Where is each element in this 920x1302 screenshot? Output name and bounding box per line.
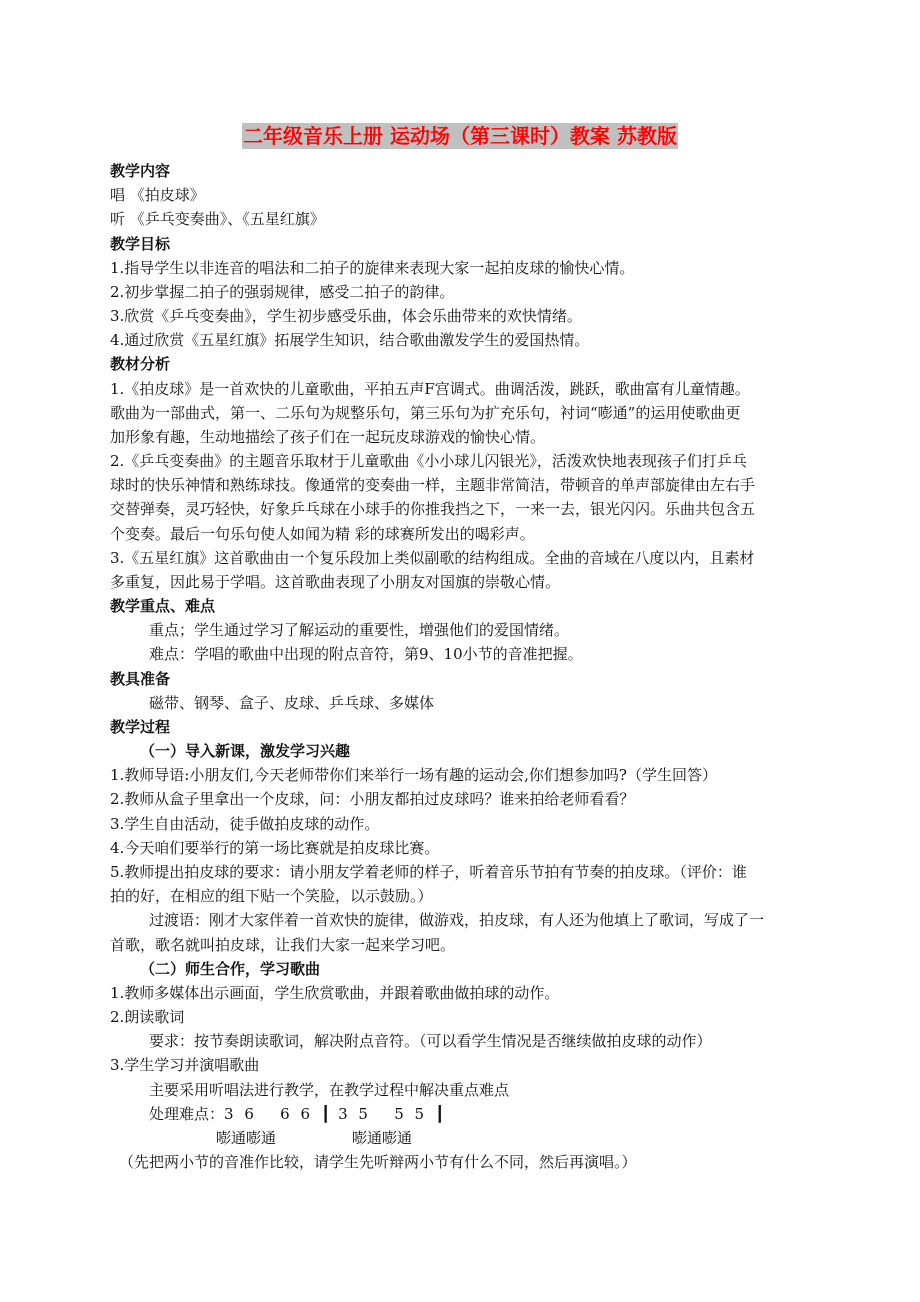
part1-line: 3.学生自由活动，徒手做拍皮球的动作。 xyxy=(110,814,380,833)
transition-line: 过渡语：刚才大家伴着一首欢快的旋律，做游戏，拍皮球，有人还为他填上了歌词，写成了一 xyxy=(149,911,765,930)
analysis-line: 歌曲为一部曲式，第一、二乐句为规整乐句，第三乐句为扩充乐句，衬词“嘭通”的运用使歌曲更 xyxy=(110,403,741,422)
heading-materials: 教具准备 xyxy=(110,669,171,688)
measure-1: 3 6 6 6 xyxy=(224,1104,314,1123)
goal-line: 1.指导学生以非连音的唱法和二拍子的旋律来表现大家一起拍皮球的愉快心情。 xyxy=(110,258,635,277)
document-title: 二年级音乐上册 运动场（第三课时）教案 苏教版 xyxy=(243,124,677,148)
analysis-line: 交替弹奏，灵巧轻快，好象乒乓球在小球手的你推我挡之下，一来一去，银光闪闪。乐曲共包含五 xyxy=(110,500,756,519)
lyric-1: 嘭通嘭通 xyxy=(216,1128,277,1147)
part2-detail: 主要采用听唱法进行教学，在教学过程中解决重点难点 xyxy=(149,1080,510,1099)
content-line: 唱 《拍皮球》 xyxy=(110,186,205,205)
part1-line: 4.今天咱们要举行的第一场比赛就是拍皮球比赛。 xyxy=(110,838,440,857)
goal-line: 4.通过欣赏《五星红旗》拓展学生知识，结合歌曲激发学生的爱国热情。 xyxy=(110,331,590,350)
materials-line: 磁带、钢琴、盒子、皮球、乒乓球、多媒体 xyxy=(149,693,435,712)
analysis-line: 1.《拍皮球》是一首欢快的儿童歌曲，平拍五声F宫调式。曲调活泼，跳跃，歌曲富有儿童情趣。 xyxy=(110,379,750,398)
heading-content: 教学内容 xyxy=(110,162,171,180)
analysis-line: 个变奏。最后一句乐句使人如闻为精 彩的球赛所发出的喝彩声。 xyxy=(110,524,535,543)
lyrics-line xyxy=(110,1126,822,1150)
transition-line: 首歌，歌名就叫拍皮球，让我们大家一起来学习吧。 xyxy=(110,935,456,954)
analysis-line: 球时的快乐神情和熟练球技。像通常的变奏曲一样，主题非常简洁，带顿音的单声部旋律由左右手 xyxy=(110,476,756,495)
goal-line: 3.欣赏《乒乓变奏曲》，学生初步感受乐曲，体会乐曲带来的欢快情绪。 xyxy=(110,307,582,326)
notation-line xyxy=(110,1102,822,1126)
heading-goals: 教学目标 xyxy=(110,234,171,253)
part2-item: 3.学生学习并演唱歌曲 xyxy=(110,1056,260,1075)
heading-part1: （一）导入新课，激发学习兴趣 xyxy=(140,742,351,761)
note-line: （先把两小节的音准作比较，请学生先听辩两小节有什么不同，然后再演唱。） xyxy=(119,1153,637,1172)
heading-key-points: 教学重点、难点 xyxy=(110,597,216,616)
part1-line: 2.教师从盒子里拿出一个皮球，问：小朋友都拍过皮球吗？谁来拍给老师看看？ xyxy=(110,790,635,809)
part1-line: 5.教师提出拍皮球的要求：请小朋友学着老师的样子，听着音乐节拍有节奏的拍皮球。（评价：谁 xyxy=(110,862,747,881)
bar-line: ┃ xyxy=(321,1104,331,1123)
title-wrap xyxy=(0,123,920,149)
part1-line: 1.教师导语:小朋友们,今天老师带你们来举行一场有趣的运动会,你们想参加吗?（学生回答） xyxy=(110,766,717,785)
part2-item: 2.朗读歌词 xyxy=(110,1008,185,1027)
analysis-line: 2.《乒乓变奏曲》的主题音乐取材于儿童歌曲《小小球儿闪银光》，活泼欢快地表现孩子们打乒乓 xyxy=(110,452,747,471)
key-point-line: 重点；学生通过学习了解运动的重要性，增强他们的爱国情绪。 xyxy=(149,621,570,640)
difficulty-label: 处理难点： xyxy=(149,1104,225,1123)
heading-analysis: 教材分析 xyxy=(110,355,171,374)
part2-item: 1.教师多媒体出示画面，学生欣赏歌曲，并跟着歌曲做拍球的动作。 xyxy=(110,983,560,1002)
part1-line: 拍的好，在相应的组下贴一个笑脸，以示鼓励。） xyxy=(110,887,433,906)
analysis-line: 加形象有趣，生动地描绘了孩子们在一起玩皮球游戏的愉快心情。 xyxy=(110,427,546,446)
part2-detail: 要求：按节奏朗读歌词，解决附点音符。（可以看学生情况是否继续做拍皮球的动作） xyxy=(149,1032,712,1051)
difficulty-line: 难点：学唱的歌曲中出现的附点音符，第9、10小节的音准把握。 xyxy=(149,645,583,664)
analysis-line: 3.《五星红旗》这首歌曲由一个复乐段加上类似副歌的结构组成。全曲的音域在八度以内，且素材 xyxy=(110,548,755,567)
document-body xyxy=(110,159,822,1174)
heading-process: 教学过程 xyxy=(110,717,171,736)
lyric-2: 嘭通嘭通 xyxy=(352,1128,413,1147)
bar-line: ┃ xyxy=(435,1104,445,1123)
heading-part2: （二）师生合作，学习歌曲 xyxy=(140,959,321,978)
content-line: 听 《乒乓变奏曲》、《五星红旗》 xyxy=(110,210,325,229)
goal-line: 2.初步掌握二拍子的强弱规律，感受二拍子的韵律。 xyxy=(110,282,455,301)
measure-2: 3 5 5 5 xyxy=(338,1104,428,1123)
analysis-line: 多重复，因此易于学唱。这首歌曲表现了小朋友对国旗的崇敬心情。 xyxy=(110,572,561,591)
